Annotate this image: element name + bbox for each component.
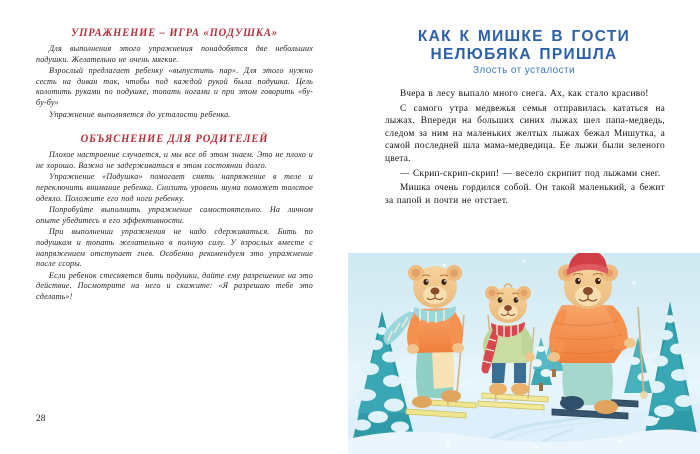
page-number: 28 [36,414,46,424]
explanation-paragraph-1: Плохое настроение случается, и мы все об этом знаем. Это не плохо и не хорошо. Важно не задерживаться в этом состоянии долго. [36,150,313,170]
mama-bear-nose [431,288,440,295]
explanation-paragraph-3: Попробуйте выполнить упражнение самостоятельно. На личном опыте убедитесь в его эффективности. [36,205,313,225]
story-paragraph-4: Мишка очень гордился собой. Он такой маленький, а бежит за папой и почти не отстает. [385,183,665,206]
left-page-content [36,28,313,303]
story-paragraph-3: — Скрип-скрип-скрип! — весело скрипит под лыжами снег. [400,168,661,179]
exercise-paragraph-1: Для выполнения этого упражнения понадобятся две небольших подушки. Желательно не очень мягкие. [36,44,313,64]
story-paragraph-1: Вчера в лесу выпало много снега. Ах, как стало красиво! [400,89,649,99]
story-title-line-1: КАК К МИШКЕ В ГОСТИ [417,28,631,45]
parents-explanation-heading: ОБЪЯСНЕНИЕ ДЛЯ РОДИТЕЛЕЙ [80,133,269,146]
story-illustration [348,253,700,454]
baby-bear-nose [504,305,512,311]
story-paragraph-2: С самого утра медвежья семья отправилась кататься на лыжах. Впереди на больших синих лыжах шел папа-медведь, следом за ним на маленьких желтых лыжах бежал Мишутка, а самой последней шла мама-медведица. Ее лыжи были зеленого цвета. [385,103,665,164]
papa-bear-nose [583,287,593,295]
story-title-line-2: НЕЛЮБЯКА ПРИШЛА [430,45,618,63]
exercise-paragraph-3: Упражнение выполняется до усталости ребенка. [49,109,231,119]
story-body [385,88,665,209]
story-subtitle: Злость от усталости [472,65,575,76]
story-title [363,28,685,63]
explanation-paragraph-4: При выполнении упражнения не надо сдерживаться. Бить по подушкам и топать желательно в полную силу. У взрослых вместе с напряжением отступает гнев. Особенно рекомендуем это упражнение после ссоры. [36,227,313,269]
mama-bear-boot-left [412,396,432,408]
exercise-paragraph-2: Взрослый предлагает ребенку «выпустить пар». Для этого нужно сесть на диван так, чтобы под каждой рукой была подушка. Цель колотить руками по подушке, топать ногами и при этом говорить «бу-бу-бу» [36,66,313,107]
left-page [0,0,348,454]
story-header [363,28,685,76]
exercise-heading: УПРАЖНЕНИЕ – ИГРА «ПОДУШКА» [71,27,278,40]
explanation-paragraph-2: Упражнение «Подушка» помогает снять напряжение в теле и переключить внимание ребенка. Снизить уровень шума поможет толстое одеяло. Положите его под ноги ребенку. [36,172,313,203]
explanation-paragraph-5: Если ребенок стесняется бить подушки, дайте ему разрешение на это действие. Посмотрите на него и скажите: «Я разрешаю тебе это сделать»! [36,270,313,301]
mama-bear-boot-right [441,390,461,402]
